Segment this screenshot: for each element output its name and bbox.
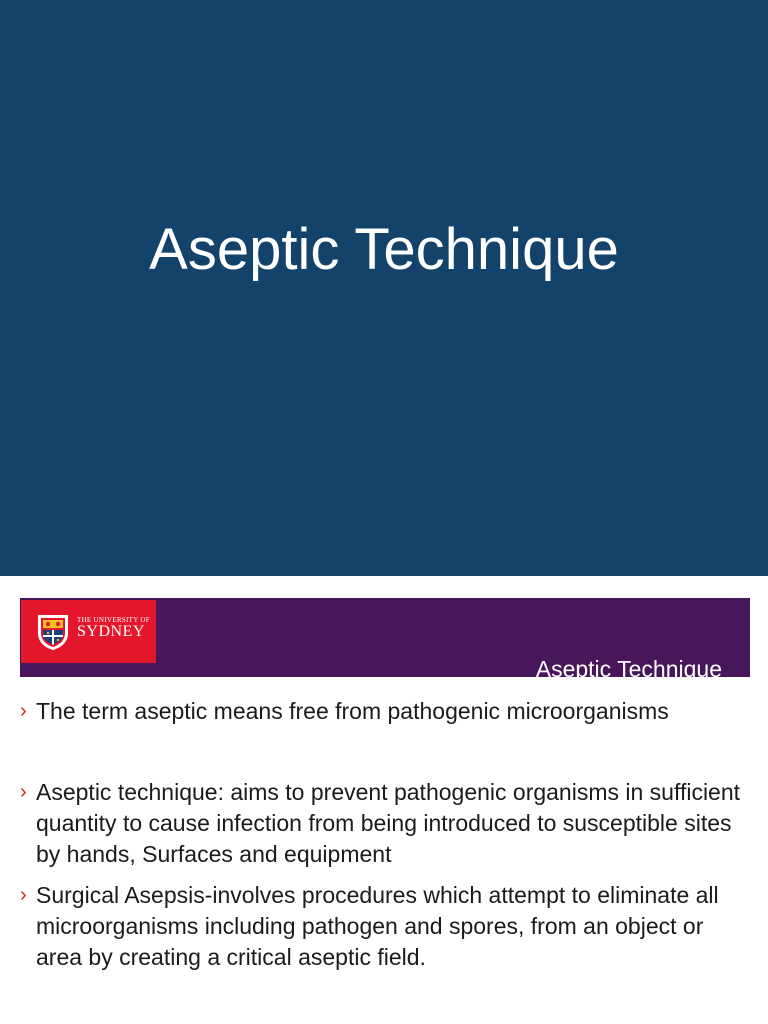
logo-subtitle: THE UNIVERSITY OF: [77, 616, 150, 624]
bullet-chevron-icon: ›: [20, 884, 27, 906]
logo-wordmark: SYDNEY: [77, 623, 145, 640]
bullet-text: The term aseptic means free from pathogenic microorganisms: [36, 698, 669, 724]
bullet-text: Surgical Asepsis-involves procedures which attempt to eliminate all microorganisms including pathogen and spores, from an object or area by creating a critical aseptic field.: [36, 882, 719, 970]
university-crest-icon: [35, 613, 71, 651]
bullet-item: [20, 880, 750, 973]
bullet-list: [20, 696, 750, 973]
bullet-item: [20, 777, 750, 870]
header-title: Aseptic Technique: [535, 656, 722, 682]
bullet-chevron-icon: ›: [20, 700, 27, 722]
bullet-chevron-icon: ›: [20, 781, 27, 803]
bullet-item: [20, 696, 750, 727]
slide-title: Aseptic Technique: [149, 217, 619, 282]
content-slide: [0, 576, 768, 1024]
university-logo: [21, 600, 156, 663]
bullet-text: Aseptic technique: aims to prevent pathogenic organisms in sufficient quantity to cause infection from being introduced to susceptible sites by hands, Surfaces and equipment: [36, 779, 741, 867]
